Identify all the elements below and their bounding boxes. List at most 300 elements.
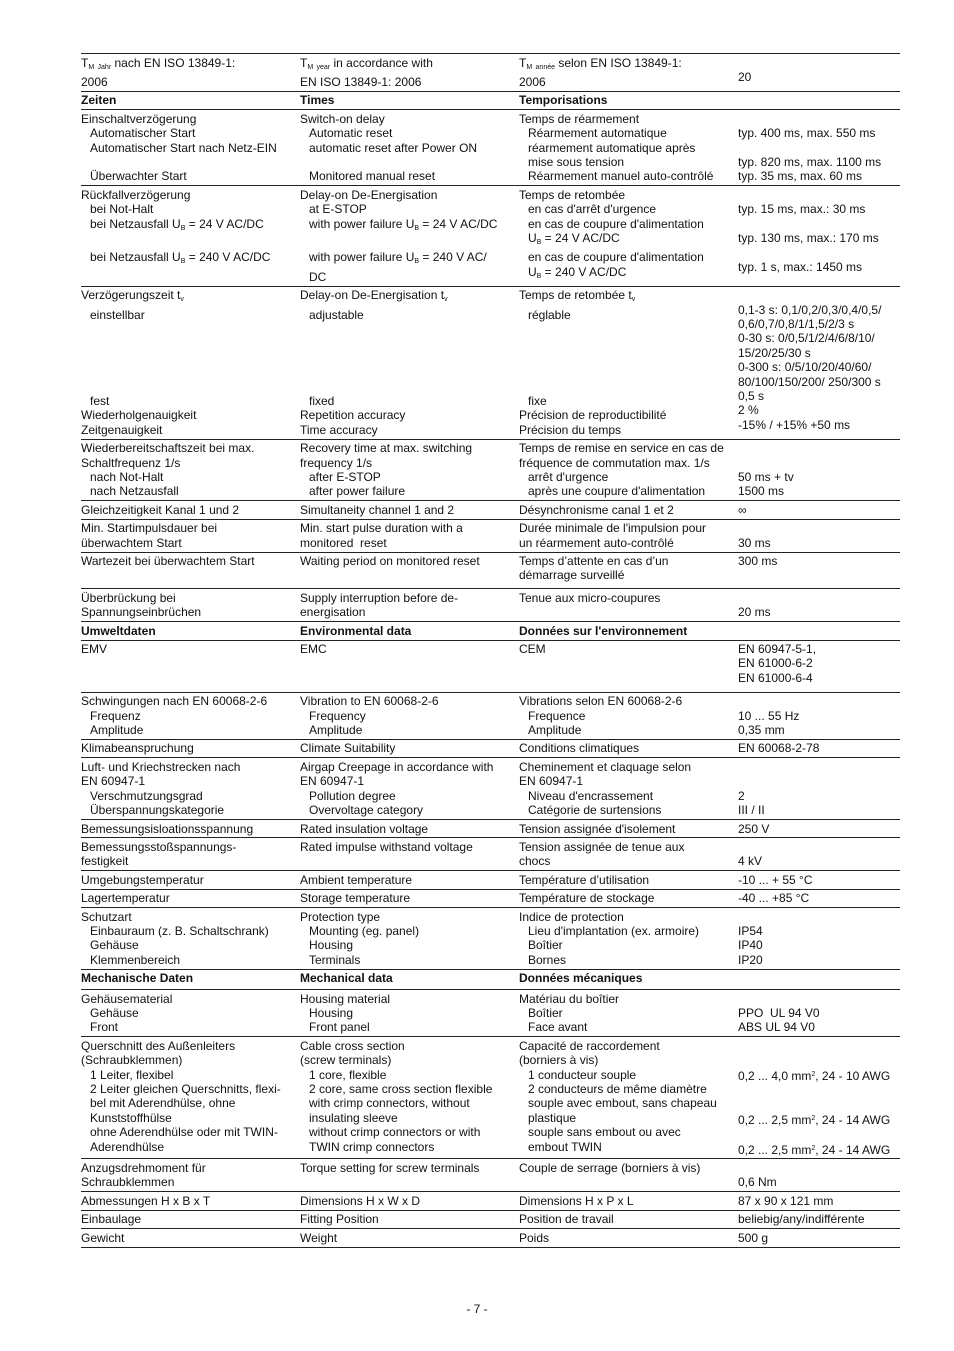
cell-line: souple sans embout ou avec bbox=[528, 1125, 681, 1140]
col-en-cell bbox=[300, 186, 519, 285]
cell-line: Conditions climatiques bbox=[519, 741, 640, 756]
cell-line: 1 Leiter, flexibel bbox=[90, 1067, 174, 1082]
col-en-cell bbox=[300, 1037, 519, 1158]
cell-line: Température d’utilisation bbox=[519, 872, 650, 887]
col-value-cell bbox=[738, 838, 900, 870]
cell-line: TWIN crimp connectors bbox=[309, 1139, 435, 1154]
cell-line bbox=[738, 1097, 900, 1111]
cell-line: Kunststoffhülse bbox=[90, 1110, 172, 1125]
cell-line: réglable bbox=[528, 307, 571, 322]
col-value-cell bbox=[738, 908, 900, 969]
cell-line bbox=[738, 1053, 900, 1067]
cell-line: Klimabeanspruchung bbox=[81, 741, 194, 756]
cell-line: $T_M$ $_{année}$ selon EN ISO 13849-1: bbox=[519, 55, 682, 71]
cell-line bbox=[738, 774, 900, 788]
cell-line: with crimp connectors, without bbox=[309, 1096, 470, 1111]
cell-line bbox=[300, 1175, 519, 1189]
col-de-cell bbox=[81, 520, 300, 552]
cell-line: Couple de serrage (borniers à vis) bbox=[519, 1160, 701, 1175]
col-value-cell bbox=[738, 589, 900, 621]
spec-row bbox=[81, 990, 900, 1037]
cell-line: IP40 bbox=[738, 938, 763, 953]
col-fr-cell bbox=[519, 622, 738, 639]
spec-table bbox=[81, 53, 900, 1248]
cell-line: 0,2 ... 2,5 $mm^2$, 24 - 14 AWG bbox=[738, 1142, 891, 1157]
col-en-cell bbox=[300, 693, 519, 739]
cell-line: 2006 bbox=[81, 74, 108, 89]
cell-line: 2006 bbox=[519, 74, 546, 89]
col-en-cell bbox=[300, 1159, 519, 1191]
cell-line: 0,2 ... 2,5 $mm^2$, 24 - 14 AWG bbox=[738, 1112, 891, 1127]
cell-line: without crimp connectors or with bbox=[309, 1125, 481, 1140]
cell-line: souple avec embout, sans chapeau bbox=[528, 1096, 717, 1111]
cell-line bbox=[738, 591, 900, 605]
col-fr-cell bbox=[519, 520, 738, 552]
cell-line: Einschaltverzögerung bbox=[81, 111, 197, 126]
cell-line: IP54 bbox=[738, 923, 763, 938]
cell-line bbox=[519, 322, 738, 336]
col-fr-cell bbox=[519, 1037, 738, 1158]
cell-line: 10 ... 55 Hz bbox=[738, 708, 800, 723]
cell-line: Abmessungen H x B x T bbox=[81, 1193, 211, 1208]
col-fr-cell bbox=[519, 501, 738, 518]
cell-line: Mechanical data bbox=[300, 971, 393, 986]
cell-line: DC bbox=[309, 269, 327, 284]
cell-line: bei Netzausfall $U_B = 24$ V AC/DC bbox=[90, 216, 264, 232]
cell-line: 0,6 Nm bbox=[738, 1175, 777, 1190]
cell-line: Temps de remise en service en cas de bbox=[519, 441, 724, 456]
cell-line: (screw terminals) bbox=[300, 1053, 392, 1068]
cell-line: Rated insulation voltage bbox=[300, 821, 429, 836]
cell-line: Vibration to EN 60068-2-6 bbox=[300, 694, 439, 709]
cell-line bbox=[519, 336, 738, 350]
cell-line: einstellbar bbox=[90, 307, 145, 322]
spec-row bbox=[81, 440, 900, 502]
spec-row bbox=[81, 1229, 900, 1247]
cell-line bbox=[738, 93, 900, 107]
cell-line: Temporisations bbox=[519, 93, 608, 108]
cell-line: automatic reset after Power ON bbox=[309, 140, 478, 155]
cell-line: nach Not-Halt bbox=[90, 469, 164, 484]
col-value-cell bbox=[738, 287, 900, 439]
cell-line: Überbrückung bei bbox=[81, 590, 176, 605]
cell-line: Rückfallverzögerung bbox=[81, 187, 191, 202]
col-fr-cell bbox=[519, 740, 738, 757]
cell-line: Luft- und Kriechstrecken nach bbox=[81, 759, 241, 774]
cell-line: überwachtem Start bbox=[81, 535, 182, 550]
cell-line: Poids bbox=[519, 1230, 550, 1245]
cell-line: EN 60068-2-78 bbox=[738, 741, 820, 756]
cell-line: $U_B = 240$ V AC/DC bbox=[528, 264, 627, 280]
cell-line: Min. start pulse duration with a bbox=[300, 521, 463, 536]
cell-line: Climate Suitability bbox=[300, 741, 396, 756]
col-de-cell bbox=[81, 440, 300, 501]
spec-row bbox=[81, 1159, 900, 1192]
col-value-cell bbox=[738, 990, 900, 1036]
col-fr-cell bbox=[519, 970, 738, 987]
cell-line: 80/100/150/200/ 250/300 s bbox=[738, 374, 881, 389]
cell-line: démarrage surveillé bbox=[519, 568, 625, 583]
cell-line: typ. 130 ms, max.: 170 ms bbox=[738, 230, 879, 245]
cell-line: 20 bbox=[738, 69, 752, 84]
cell-line bbox=[300, 656, 519, 670]
col-de-cell bbox=[81, 740, 300, 757]
page-number: - 7 - bbox=[466, 1302, 488, 1316]
cell-line: Capacité de raccordement bbox=[519, 1038, 660, 1053]
cell-line: PPO UL 94 V0 bbox=[738, 1005, 820, 1020]
cell-line bbox=[81, 380, 300, 394]
col-de-cell bbox=[81, 871, 300, 888]
cell-line: Environmental data bbox=[300, 623, 412, 638]
cell-line bbox=[300, 854, 519, 868]
col-en-cell bbox=[300, 641, 519, 687]
col-fr-cell bbox=[519, 1229, 738, 1246]
spec-row bbox=[81, 1211, 900, 1229]
cell-line bbox=[81, 322, 300, 336]
cell-line: 2 bbox=[738, 788, 745, 803]
spec-row bbox=[81, 890, 900, 908]
col-de-cell bbox=[81, 54, 300, 91]
col-fr-cell bbox=[519, 1192, 738, 1209]
cell-line: Querschnitt des Außenleiters bbox=[81, 1038, 236, 1053]
cell-line: Überwachter Start bbox=[90, 169, 187, 184]
col-value-cell bbox=[738, 92, 900, 109]
cell-line: Frequency bbox=[309, 708, 366, 723]
cell-line: -40 ... +85 °C bbox=[738, 891, 810, 906]
cell-line: Lagertemperatur bbox=[81, 891, 170, 906]
cell-line: bei Not-Halt bbox=[90, 202, 154, 217]
col-de-cell bbox=[81, 287, 300, 439]
col-en-cell bbox=[300, 287, 519, 439]
cell-line: CEM bbox=[519, 642, 546, 657]
col-fr-cell bbox=[519, 287, 738, 439]
cell-line: 250 V bbox=[738, 821, 770, 836]
cell-line: Einbaulage bbox=[81, 1212, 142, 1227]
cell-line bbox=[81, 656, 300, 670]
spec-row bbox=[81, 641, 900, 693]
col-value-cell bbox=[738, 553, 900, 585]
cell-line: typ. 35 ms, max. 60 ms bbox=[738, 169, 863, 184]
cell-line: Überspannungskategorie bbox=[90, 803, 225, 818]
section-header-row bbox=[81, 92, 900, 110]
cell-line: bei Netzausfall $U_B = 240$ V AC/DC bbox=[90, 250, 271, 266]
cell-line bbox=[300, 568, 519, 582]
col-fr-cell bbox=[519, 54, 738, 91]
cell-line bbox=[738, 188, 900, 202]
cell-line: Temps de retombée $t_v$ bbox=[519, 288, 636, 304]
col-en-cell bbox=[300, 990, 519, 1036]
col-de-cell bbox=[81, 501, 300, 518]
cell-line: Housing bbox=[309, 938, 354, 953]
cell-line bbox=[519, 380, 738, 394]
cell-line bbox=[81, 568, 300, 582]
cell-line: Switch-on delay bbox=[300, 111, 385, 126]
cell-line: bel mit Aderendhülse, ohne bbox=[90, 1096, 236, 1111]
cell-line: 0,2 ... 4,0 $mm^2$, 24 - 10 AWG bbox=[738, 1068, 891, 1083]
col-en-cell bbox=[300, 1229, 519, 1246]
cell-line: Précision de reproductibilité bbox=[519, 408, 667, 423]
cell-line: 2 % bbox=[738, 403, 759, 418]
cell-line: 1500 ms bbox=[738, 484, 785, 499]
cell-line: Schutzart bbox=[81, 909, 132, 924]
cell-line: Waiting period on monitored reset bbox=[300, 554, 480, 569]
cell-line: un réarmement auto-contrôlé bbox=[519, 535, 674, 550]
col-de-cell bbox=[81, 1229, 300, 1246]
cell-line bbox=[519, 351, 738, 365]
cell-line: Dimensions H x W x D bbox=[300, 1193, 421, 1208]
col-value-cell bbox=[738, 1037, 900, 1158]
cell-line: -15% / +15% +50 ms bbox=[738, 417, 851, 432]
col-de-cell bbox=[81, 1211, 300, 1228]
col-de-cell bbox=[81, 1159, 300, 1191]
cell-line bbox=[738, 568, 900, 582]
cell-line: Wartezeit bei überwachtem Start bbox=[81, 554, 255, 569]
col-de-cell bbox=[81, 641, 300, 687]
cell-line: Housing bbox=[309, 1005, 354, 1020]
cell-line bbox=[81, 671, 300, 685]
spec-row bbox=[81, 54, 900, 92]
col-de-cell bbox=[81, 1192, 300, 1209]
cell-line: Réarmement manuel auto-contrôlé bbox=[528, 169, 714, 184]
cell-line: fixe bbox=[528, 393, 547, 408]
cell-line: Storage temperature bbox=[300, 891, 411, 906]
cell-line: Aderendhülse bbox=[90, 1139, 165, 1154]
cell-line bbox=[738, 1039, 900, 1053]
cell-line: Gleichzeitigkeit Kanal 1 und 2 bbox=[81, 502, 240, 517]
cell-line: $U_B = 24$ V AC/DC bbox=[528, 230, 620, 246]
cell-line bbox=[81, 236, 300, 250]
cell-line: energisation bbox=[300, 605, 366, 620]
cell-line: en cas d'arrêt d'urgence bbox=[528, 202, 656, 217]
col-value-cell bbox=[738, 440, 900, 501]
col-value-cell bbox=[738, 871, 900, 888]
spec-row bbox=[81, 110, 900, 186]
cell-line bbox=[738, 910, 900, 924]
cell-line bbox=[519, 605, 738, 619]
cell-line: frequency 1/s bbox=[300, 455, 373, 470]
cell-line: Amplitude bbox=[309, 723, 363, 738]
cell-line: Désynchronisme canal 1 et 2 bbox=[519, 502, 674, 517]
col-fr-cell bbox=[519, 908, 738, 969]
cell-line: Tension assignée d'isolement bbox=[519, 821, 676, 836]
cell-line bbox=[738, 521, 900, 535]
cell-line: typ. 15 ms, max.: 30 ms bbox=[738, 202, 866, 217]
cell-line bbox=[81, 351, 300, 365]
cell-line bbox=[81, 365, 300, 379]
cell-line: 87 x 90 x 121 mm bbox=[738, 1193, 834, 1208]
col-de-cell bbox=[81, 622, 300, 639]
cell-line bbox=[738, 456, 900, 470]
cell-line: Umweltdaten bbox=[81, 623, 156, 638]
col-value-cell bbox=[738, 1229, 900, 1246]
cell-line: Schwingungen nach EN 60068-2-6 bbox=[81, 694, 268, 709]
cell-line: Frequence bbox=[528, 708, 586, 723]
cell-line: Amplitude bbox=[90, 723, 144, 738]
cell-line: Airgap Creepage in accordance with bbox=[300, 759, 494, 774]
cell-line: Cable cross section bbox=[300, 1038, 405, 1053]
col-de-cell bbox=[81, 110, 300, 185]
cell-line: 0,1-3 s: 0,1/0,2/0,3/0,4/0,5/ bbox=[738, 302, 882, 317]
cell-line: ohne Aderendhülse oder mit TWIN- bbox=[90, 1125, 278, 1140]
cell-line: Face avant bbox=[528, 1020, 588, 1035]
cell-line: Supply interruption before de- bbox=[300, 590, 459, 605]
col-value-cell bbox=[738, 890, 900, 907]
cell-line: Delay-on De-Energisation bbox=[300, 187, 438, 202]
cell-line: Protection type bbox=[300, 909, 381, 924]
cell-line: Précision du temps bbox=[519, 422, 622, 437]
cell-line: Wiederbereitschaftszeit bei max. bbox=[81, 441, 255, 456]
col-en-cell bbox=[300, 553, 519, 585]
cell-line bbox=[738, 1127, 900, 1141]
cell-line: festigkeit bbox=[81, 854, 129, 869]
cell-line: 4 kV bbox=[738, 854, 763, 869]
cell-line bbox=[300, 671, 519, 685]
cell-line: monitored reset bbox=[300, 535, 387, 550]
cell-line: Position de travail bbox=[519, 1212, 614, 1227]
cell-line: Automatic reset bbox=[309, 126, 393, 141]
cell-line: 30 ms bbox=[738, 535, 771, 550]
cell-line: adjustable bbox=[309, 307, 364, 322]
spec-row bbox=[81, 553, 900, 590]
cell-line: -10 ... + 55 °C bbox=[738, 872, 813, 887]
cell-line: 300 ms bbox=[738, 554, 778, 569]
cell-line: Torque setting for screw terminals bbox=[300, 1160, 480, 1175]
cell-line: Données mécaniques bbox=[519, 971, 643, 986]
cell-line: Indice de protection bbox=[519, 909, 624, 924]
col-en-cell bbox=[300, 589, 519, 621]
cell-line: Umgebungstemperatur bbox=[81, 872, 204, 887]
cell-line: beliebig/any/indifférente bbox=[738, 1212, 865, 1227]
cell-line: EMV bbox=[81, 642, 108, 657]
cell-line bbox=[738, 441, 900, 455]
col-de-cell bbox=[81, 1037, 300, 1158]
cell-line: Tenue aux micro-coupures bbox=[519, 590, 661, 605]
cell-line bbox=[81, 336, 300, 350]
cell-line bbox=[519, 1175, 738, 1189]
col-value-cell bbox=[738, 54, 900, 91]
col-en-cell bbox=[300, 1192, 519, 1209]
cell-line: Zeitgenauigkeit bbox=[81, 422, 163, 437]
cell-line bbox=[738, 840, 900, 854]
cell-line: Temps de réarmement bbox=[519, 111, 640, 126]
spec-row bbox=[81, 1192, 900, 1210]
col-en-cell bbox=[300, 92, 519, 109]
cell-line bbox=[738, 56, 900, 70]
col-value-cell bbox=[738, 641, 900, 687]
col-en-cell bbox=[300, 838, 519, 870]
cell-line: IP20 bbox=[738, 952, 763, 967]
cell-line: Catégorie de surtensions bbox=[528, 803, 662, 818]
cell-line: (borniers à vis) bbox=[519, 1053, 599, 1068]
cell-line: EMC bbox=[300, 642, 327, 657]
col-en-cell bbox=[300, 1211, 519, 1228]
cell-line: typ. 1 s, max.: 1450 ms bbox=[738, 259, 863, 274]
col-de-cell bbox=[81, 970, 300, 987]
cell-line: plastique bbox=[528, 1110, 577, 1125]
cell-line: EN 60947-1 bbox=[519, 774, 584, 789]
cell-line: 500 g bbox=[738, 1230, 769, 1245]
cell-line bbox=[300, 336, 519, 350]
col-en-cell bbox=[300, 110, 519, 185]
spec-row bbox=[81, 186, 900, 286]
cell-line: with power failure $U_B = 24$ V AC/DC bbox=[309, 216, 498, 232]
cell-line: Réarmement automatique bbox=[528, 126, 667, 141]
cell-line: Bemessungsstoßspannungs- bbox=[81, 839, 237, 854]
col-value-cell bbox=[738, 501, 900, 518]
col-value-cell bbox=[738, 622, 900, 639]
cell-line: Repetition accuracy bbox=[300, 408, 406, 423]
cell-line: Bornes bbox=[528, 952, 567, 967]
cell-line: Temps de retombée bbox=[519, 187, 626, 202]
cell-line: EN 61000-6-4 bbox=[738, 670, 813, 685]
col-en-cell bbox=[300, 871, 519, 888]
cell-line: Simultaneity channel 1 and 2 bbox=[300, 502, 455, 517]
cell-line: 0,5 s bbox=[738, 389, 765, 404]
col-fr-cell bbox=[519, 1159, 738, 1191]
cell-line: embout TWIN bbox=[528, 1139, 602, 1154]
cell-line: mise sous tension bbox=[528, 154, 625, 169]
cell-line: Dimensions H x P x L bbox=[519, 1193, 634, 1208]
cell-line: arrêt d'urgence bbox=[528, 469, 609, 484]
col-en-cell bbox=[300, 740, 519, 757]
col-value-cell bbox=[738, 1211, 900, 1228]
col-en-cell bbox=[300, 440, 519, 501]
spec-row bbox=[81, 908, 900, 970]
col-de-cell bbox=[81, 92, 300, 109]
col-fr-cell bbox=[519, 110, 738, 185]
col-en-cell bbox=[300, 970, 519, 987]
spec-row bbox=[81, 287, 900, 440]
cell-line: en cas de coupure d'alimentation bbox=[528, 216, 704, 231]
cell-line bbox=[81, 270, 300, 284]
cell-line: Time accuracy bbox=[300, 422, 378, 437]
cell-line: 1 conducteur souple bbox=[528, 1067, 637, 1082]
col-fr-cell bbox=[519, 641, 738, 687]
col-de-cell bbox=[81, 758, 300, 819]
cell-line: III / II bbox=[738, 803, 765, 818]
cell-line: chocs bbox=[519, 854, 551, 869]
cell-line: nach Netzausfall bbox=[90, 484, 179, 499]
cell-line bbox=[300, 365, 519, 379]
col-en-cell bbox=[300, 890, 519, 907]
cell-line: Times bbox=[300, 93, 335, 108]
cell-line: at E-STOP bbox=[309, 202, 367, 217]
col-fr-cell bbox=[519, 990, 738, 1036]
cell-line: Anzugsdrehmoment für bbox=[81, 1160, 206, 1175]
col-de-cell bbox=[81, 693, 300, 739]
col-de-cell bbox=[81, 990, 300, 1036]
spec-row bbox=[81, 520, 900, 553]
cell-line: fréquence de commutation max. 1/s bbox=[519, 455, 710, 470]
cell-line: 0-300 s: 0/5/10/20/40/60/ bbox=[738, 360, 872, 375]
col-value-cell bbox=[738, 970, 900, 987]
cell-line: 50 ms + tv bbox=[738, 469, 794, 484]
col-fr-cell bbox=[519, 553, 738, 585]
col-value-cell bbox=[738, 758, 900, 819]
cell-line: après une coupure d'alimentation bbox=[528, 484, 706, 499]
cell-line: 20 ms bbox=[738, 605, 771, 620]
col-en-cell bbox=[300, 520, 519, 552]
cell-line: $T_M$ $_{year}$ in accordance with bbox=[300, 55, 433, 71]
cell-line: 2 Leiter gleichen Querschnitts, flexi- bbox=[90, 1082, 281, 1097]
cell-line: Automatischer Start bbox=[90, 126, 196, 141]
col-en-cell bbox=[300, 908, 519, 969]
cell-line: Pollution degree bbox=[309, 788, 396, 803]
cell-line bbox=[300, 351, 519, 365]
col-fr-cell bbox=[519, 589, 738, 621]
spec-row bbox=[81, 820, 900, 838]
cell-line: Amplitude bbox=[528, 723, 582, 738]
